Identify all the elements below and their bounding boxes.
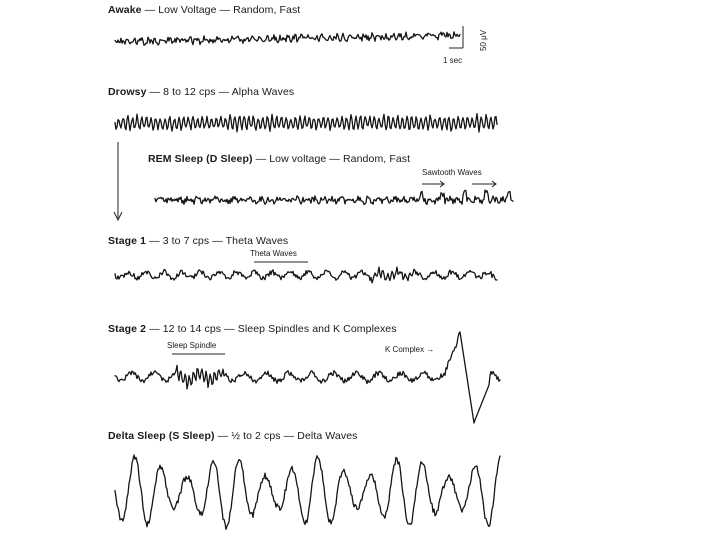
w-drowsy-line [115,114,497,132]
rem-title [148,153,410,165]
delta-desc: — ½ to 2 cps — Delta Waves [214,430,358,442]
awake-name: Awake [108,4,142,16]
drowsy-name: Drowsy [108,86,147,98]
w-delta-line [115,455,500,529]
stage1-name: Stage 1 [108,235,147,247]
stage1-eeg-trace [115,255,497,295]
sawtooth-label: Sawtooth Waves [422,168,482,177]
delta-eeg-trace [115,445,500,540]
delta-title [108,430,358,442]
stage2-name: Stage 2 [108,323,147,335]
awake-eeg-trace [115,22,460,62]
stage2-eeg-trace [115,325,500,435]
awake-title [108,4,300,16]
spindle-label: Sleep Spindle [167,341,217,350]
scale-time-label: 1 sec [443,56,463,65]
drowsy-title [108,86,294,98]
rem-desc: — Low voltage — Random, Fast [252,153,411,165]
delta-name: Delta Sleep (S Sleep) [108,430,215,442]
rem-eeg-trace [155,180,513,220]
rem-name: REM Sleep (D Sleep) [148,153,253,165]
drowsy-desc: — 8 to 12 cps — Alpha Waves [146,86,295,98]
sequence-arrow [112,140,126,224]
awake-desc: — Low Voltage — Random, Fast [141,4,301,16]
stage1-desc: — 3 to 7 cps — Theta Waves [146,235,289,247]
k-complex-label: K Complex → [385,345,435,354]
w-rem-line [155,190,513,204]
w-awake-line [115,32,460,45]
theta-label: Theta Waves [250,249,297,258]
stage1-title [108,235,288,247]
w-stage1-line [115,267,497,283]
scale-voltage-label: 50 μV [479,29,488,51]
stage2-desc: — 12 to 14 cps — Sleep Spindles and K Complexes [146,323,397,335]
drowsy-eeg-trace [115,103,497,143]
w-stage2-line [115,332,500,423]
